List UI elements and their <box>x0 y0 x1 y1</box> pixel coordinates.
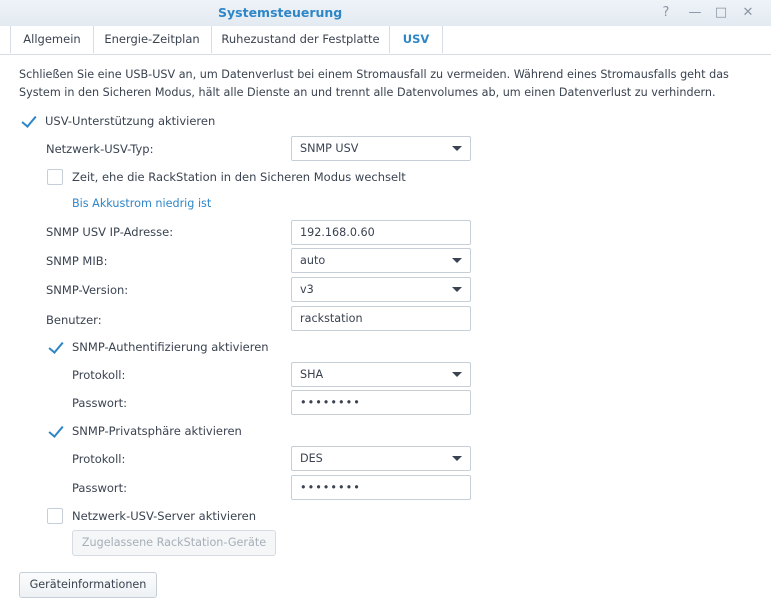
snmp-privacy-label: SNMP-Privatsphäre aktivieren <box>72 424 242 438</box>
privacy-password-label: Passwort: <box>72 481 128 495</box>
chevron-down-icon <box>452 287 462 292</box>
privacy-password-input[interactable] <box>291 475 471 500</box>
window-title: Systemsteuerung <box>218 5 343 20</box>
chevron-down-icon <box>452 258 462 263</box>
snmp-auth-label: SNMP-Authentifizierung aktivieren <box>72 340 269 354</box>
auth-password-value: •••••••• <box>300 396 361 409</box>
auth-protocol-select[interactable] <box>291 362 471 387</box>
maximize-icon[interactable]: □ <box>714 5 728 20</box>
auth-protocol-value: SHA <box>300 368 324 381</box>
permitted-devices-button[interactable]: Zugelassene RackStation-Geräte <box>72 530 276 556</box>
safe-mode-time-checkbox[interactable] <box>47 169 63 185</box>
snmp-mib-value: auto <box>300 254 326 267</box>
snmp-ip-label: SNMP USV IP-Adresse: <box>46 225 174 239</box>
privacy-protocol-value: DES <box>300 452 323 465</box>
chevron-down-icon <box>452 456 462 461</box>
description-text: Schließen Sie eine USB-USV an, um Datenverlust bei einem Stromausfall zu vermeiden. Während eines Stromausfalls geht das System in den Sicheren Modus, hält alle Dienste an und trennt alle Datenvolumes ab, um einen Datenverlust zu verhindern. <box>19 68 729 99</box>
tab-ruhezustand[interactable]: Ruhezustand der Festplatte <box>212 26 390 53</box>
tab-energie-zeitplan[interactable]: Energie-Zeitplan <box>93 26 212 53</box>
network-ups-type-value: SNMP USV <box>300 142 359 155</box>
device-info-button[interactable]: Geräteinformationen <box>19 572 157 598</box>
snmp-ip-value: 192.168.0.60 <box>300 226 375 239</box>
ups-support-checkbox[interactable] <box>20 113 36 129</box>
snmp-ip-input[interactable] <box>291 220 471 245</box>
title-bar <box>0 0 771 26</box>
network-ups-type-select[interactable] <box>291 136 471 161</box>
auth-protocol-label: Protokoll: <box>72 368 126 382</box>
network-ups-server-label: Netzwerk-USV-Server aktivieren <box>72 509 256 523</box>
pin-icon[interactable]: — <box>688 5 702 20</box>
snmp-privacy-checkbox[interactable] <box>47 423 63 439</box>
snmp-version-label: SNMP-Version: <box>46 283 129 297</box>
network-ups-type-label: Netzwerk-USV-Typ: <box>46 142 154 156</box>
ups-support-label: USV-Unterstützung aktivieren <box>45 114 216 128</box>
tab-usv[interactable]: USV <box>390 26 443 53</box>
user-input[interactable] <box>291 306 471 331</box>
help-icon[interactable]: ? <box>662 5 670 20</box>
snmp-version-value: v3 <box>300 283 314 296</box>
user-label: Benutzer: <box>46 313 102 327</box>
snmp-mib-label: SNMP MIB: <box>46 254 108 268</box>
snmp-version-select[interactable] <box>291 277 471 302</box>
auth-password-input[interactable] <box>291 390 471 415</box>
auth-password-label: Passwort: <box>72 396 128 410</box>
tab-bar <box>0 26 771 55</box>
privacy-password-value: •••••••• <box>300 481 361 494</box>
snmp-auth-checkbox[interactable] <box>47 339 63 355</box>
battery-low-link[interactable]: Bis Akkustrom niedrig ist <box>72 197 212 210</box>
safe-mode-time-label: Zeit, ehe die RackStation in den Sicheren Modus wechselt <box>72 170 406 184</box>
privacy-protocol-select[interactable] <box>291 446 471 471</box>
tab-allgemein[interactable]: Allgemein <box>10 26 94 53</box>
snmp-mib-select[interactable] <box>291 248 471 273</box>
network-ups-server-checkbox[interactable] <box>47 508 63 524</box>
privacy-protocol-label: Protokoll: <box>72 452 126 466</box>
chevron-down-icon <box>452 372 462 377</box>
user-value: rackstation <box>300 312 363 325</box>
chevron-down-icon <box>452 146 462 151</box>
close-icon[interactable]: ✕ <box>742 5 754 20</box>
